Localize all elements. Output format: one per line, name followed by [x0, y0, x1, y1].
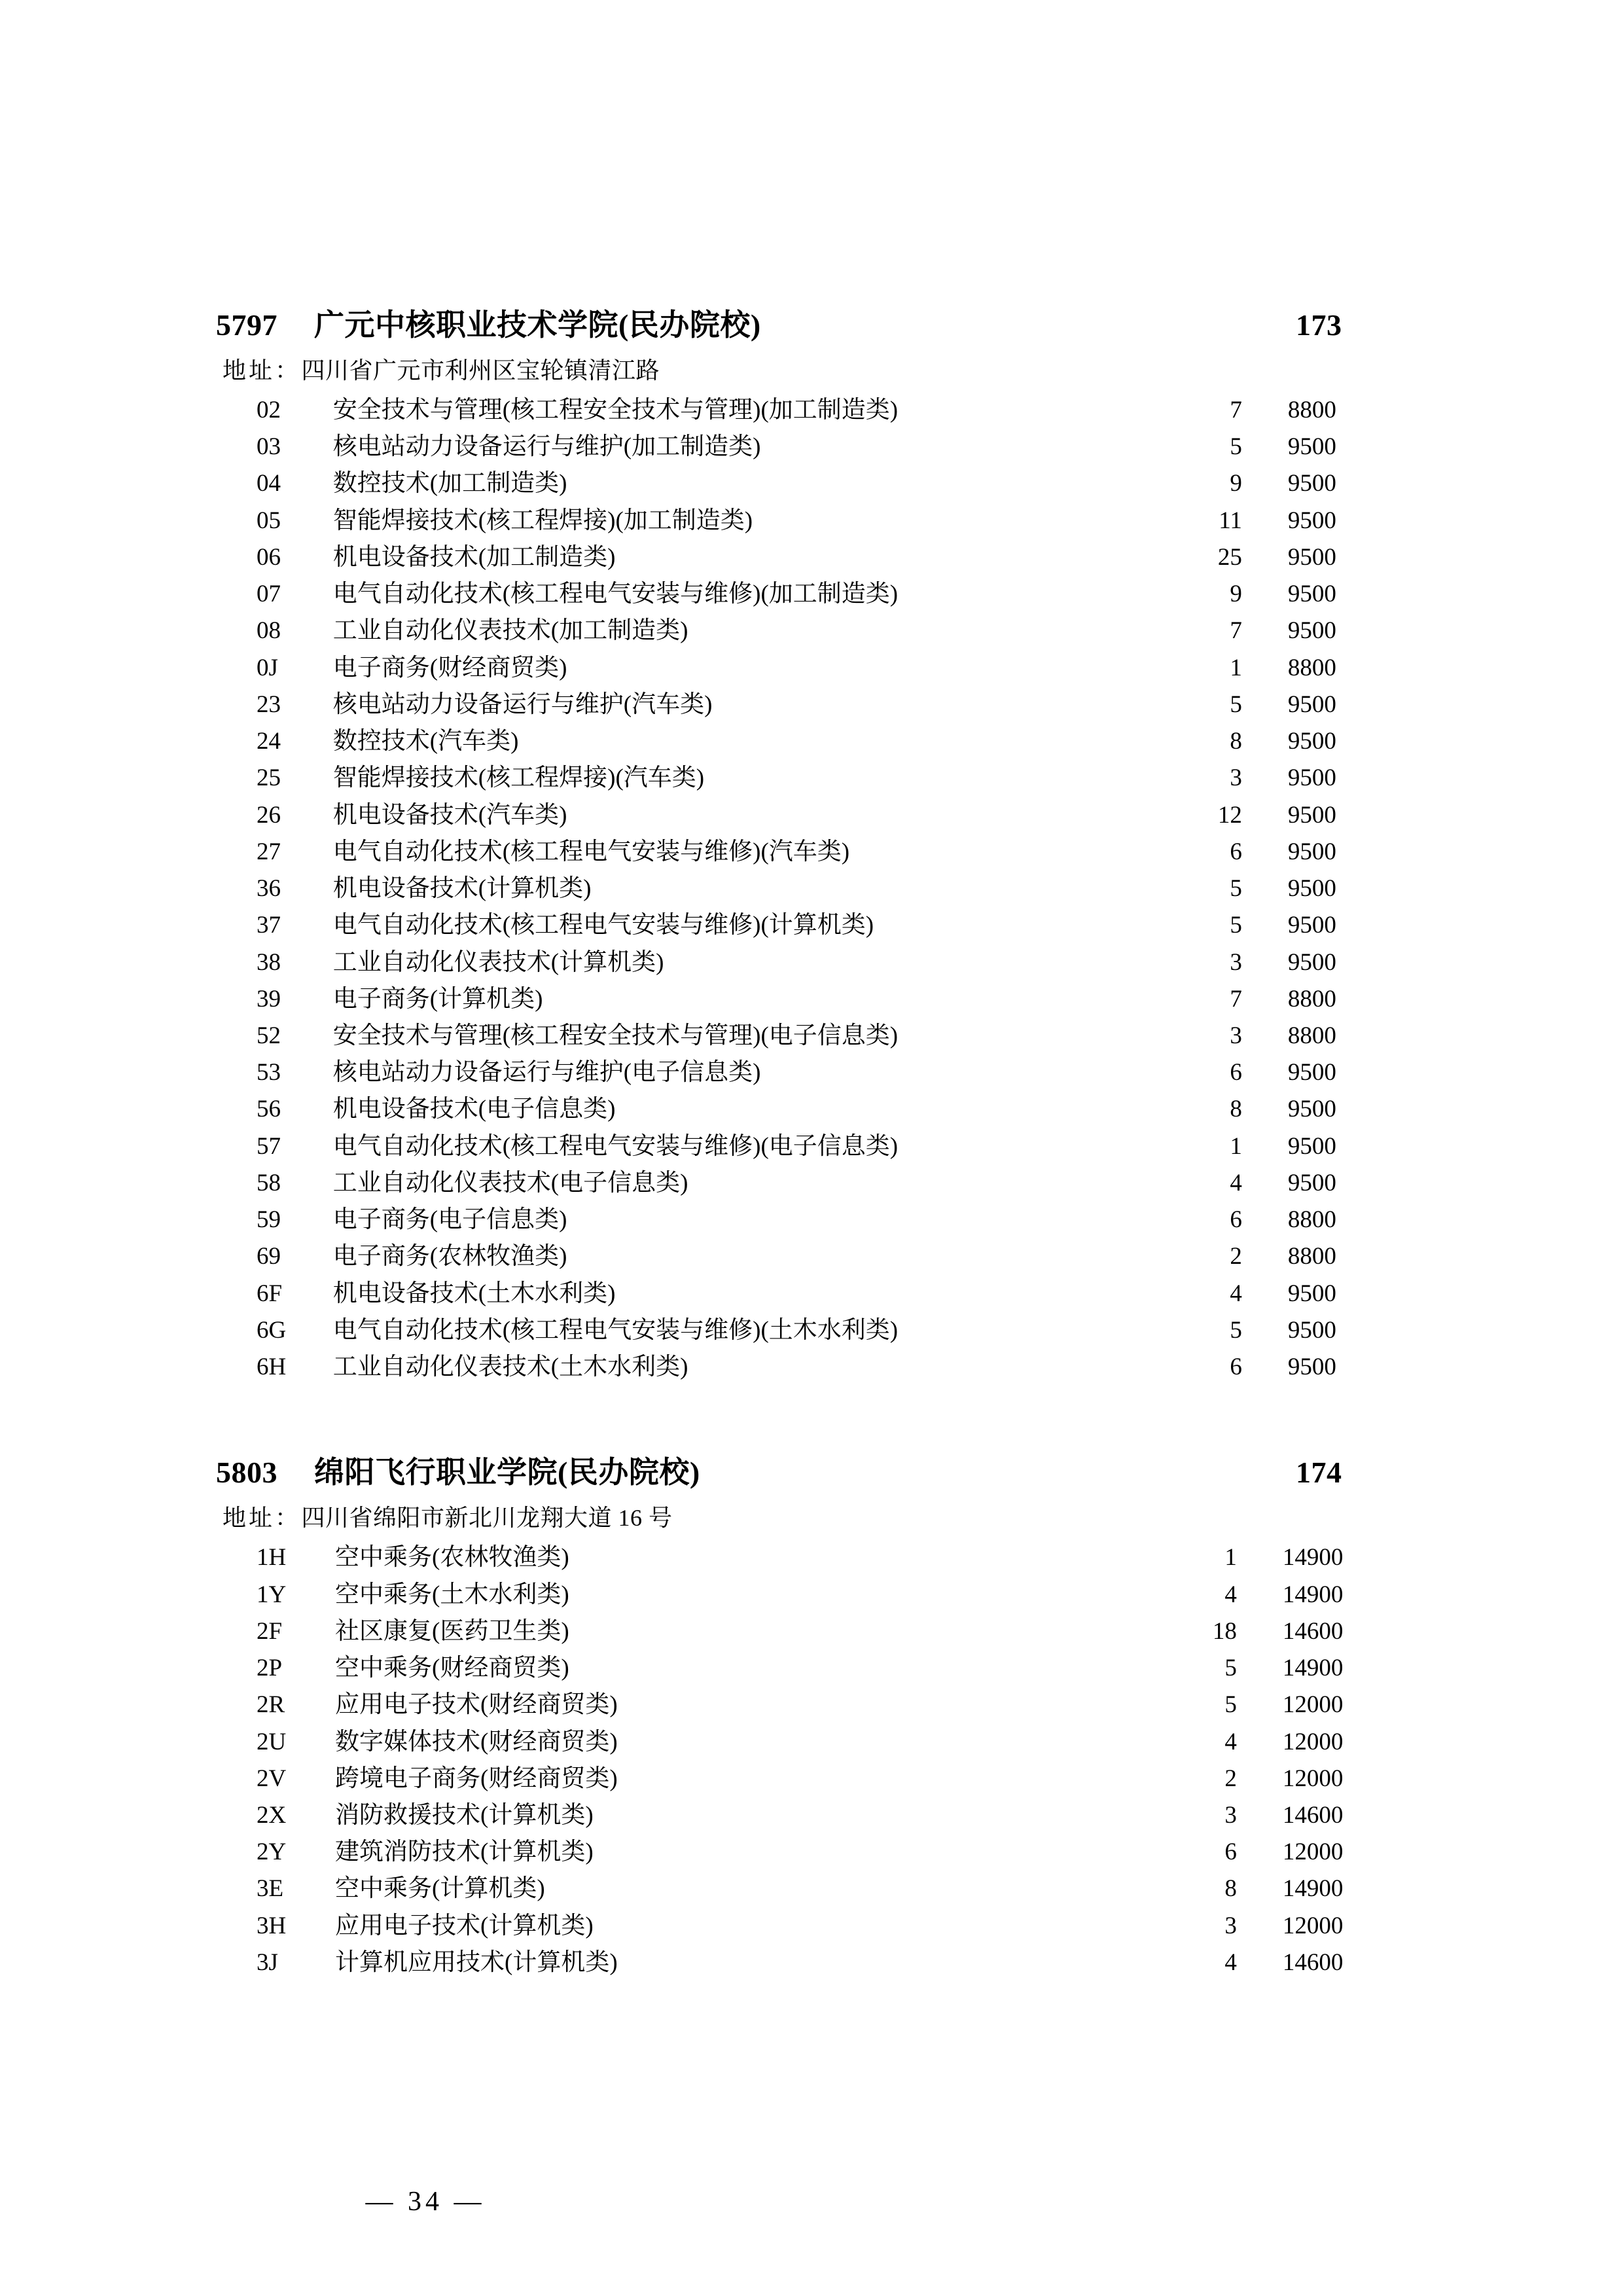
major-fee: 9500: [1287, 470, 1336, 497]
table-row: [216, 1945, 1407, 1981]
major-fee: 8800: [1287, 985, 1336, 1013]
major-plan: 6: [1224, 1839, 1237, 1866]
major-name: 电气自动化技术(核工程电气安装与维修)(加工制造类): [332, 581, 899, 608]
table-row: [216, 1238, 1407, 1275]
major-plan: 8: [1230, 1096, 1242, 1123]
table-row: [216, 1054, 1407, 1091]
table-row: [216, 907, 1407, 944]
major-fee: 12000: [1282, 1839, 1344, 1866]
major-fee: 14900: [1282, 1544, 1344, 1571]
page-number: [0, 2186, 1623, 2217]
school-name: 广元中核职业技术学院(民办院校): [314, 308, 761, 342]
major-code: 27: [257, 838, 281, 865]
major-name: 空中乘务(农林牧渔类): [335, 1544, 569, 1571]
table-row: [216, 1091, 1407, 1128]
major-fee: 12000: [1282, 1765, 1344, 1792]
major-code: 6H: [257, 1354, 287, 1381]
table-row: [216, 613, 1407, 649]
major-fee: 9500: [1287, 507, 1336, 534]
major-name: 应用电子技术(计算机类): [335, 1912, 594, 1939]
major-code: 3H: [257, 1912, 287, 1939]
major-code: 1H: [257, 1544, 287, 1571]
major-plan: 5: [1230, 1316, 1242, 1344]
major-code: 6G: [257, 1316, 287, 1344]
address-colon: ：: [275, 1505, 299, 1532]
major-fee: 9500: [1287, 1280, 1336, 1307]
major-code: 2Y: [257, 1839, 287, 1866]
major-fee: 14900: [1282, 1655, 1344, 1682]
major-code: 08: [257, 617, 281, 645]
table-row: [216, 1834, 1407, 1871]
major-fee: 9500: [1287, 912, 1336, 939]
major-name: 计算机应用技术(计算机类): [335, 1948, 618, 1976]
major-plan: 5: [1230, 691, 1242, 718]
major-plan: 12: [1217, 801, 1242, 829]
major-fee: 9500: [1287, 764, 1336, 792]
major-code: 2U: [257, 1728, 287, 1755]
table-row: [216, 503, 1407, 539]
school-address: [223, 352, 1427, 386]
table-row: [216, 1312, 1407, 1349]
school-header: [216, 1448, 1427, 1492]
major-fee: 14600: [1282, 1801, 1344, 1829]
major-table: [216, 392, 1407, 1386]
major-name: 跨境电子商务(财经商贸类): [335, 1765, 618, 1792]
major-name: 社区康复(医药卫生类): [335, 1617, 569, 1645]
major-fee: 8800: [1287, 1022, 1336, 1049]
major-plan: 1: [1230, 1132, 1242, 1160]
major-fee: 9500: [1287, 691, 1336, 718]
major-fee: 14600: [1282, 1617, 1344, 1645]
address-value: 四川省绵阳市新北川龙翔大道 16 号: [301, 1505, 673, 1532]
table-row: [216, 687, 1407, 723]
major-fee: 12000: [1282, 1912, 1344, 1939]
major-fee: 9500: [1287, 1169, 1336, 1196]
table-row: [216, 576, 1407, 613]
major-fee: 9500: [1287, 801, 1336, 829]
major-code: 58: [257, 1169, 281, 1196]
major-code: 25: [257, 764, 281, 792]
major-plan: 3: [1224, 1801, 1237, 1829]
major-name: 机电设备技术(计算机类): [332, 875, 592, 903]
major-code: 2V: [257, 1765, 287, 1792]
major-plan: 7: [1230, 617, 1242, 645]
major-fee: 8800: [1287, 1243, 1336, 1270]
major-fee: 9500: [1287, 1316, 1336, 1344]
major-name: 电子商务(农林牧渔类): [332, 1243, 567, 1270]
address-colon: ：: [275, 357, 299, 384]
major-name: 核电站动力设备运行与维护(汽车类): [332, 691, 713, 718]
major-code: 06: [257, 543, 281, 571]
major-plan: 2: [1230, 1243, 1242, 1270]
major-code: 03: [257, 433, 281, 461]
major-plan: 1: [1224, 1544, 1237, 1571]
table-row: [216, 981, 1407, 1018]
major-code: 24: [257, 728, 281, 755]
major-plan: 4: [1224, 1581, 1237, 1608]
major-plan: 5: [1224, 1655, 1237, 1682]
major-plan: 7: [1230, 397, 1242, 423]
major-fee: 9500: [1287, 1059, 1336, 1086]
major-plan: 8: [1230, 728, 1242, 755]
major-plan: 6: [1230, 1354, 1242, 1381]
school-address: [223, 1499, 1427, 1533]
major-fee: 9500: [1287, 581, 1336, 608]
major-fee: 14900: [1282, 1581, 1344, 1608]
school-sequence-number: 174: [1296, 1456, 1342, 1490]
major-fee: 8800: [1287, 1206, 1336, 1234]
page-number-text: — 34 —: [365, 2187, 486, 2217]
major-name: 电气自动化技术(核工程电气安装与维修)(计算机类): [332, 912, 874, 939]
major-code: 3E: [257, 1875, 284, 1903]
major-fee: 8800: [1287, 397, 1336, 423]
major-fee: 14900: [1282, 1875, 1344, 1903]
major-fee: 9500: [1287, 728, 1336, 755]
major-name: 智能焊接技术(核工程焊接)(汽车类): [332, 764, 705, 792]
major-code: 52: [257, 1022, 281, 1049]
table-row: [216, 1687, 1407, 1723]
major-plan: 3: [1230, 948, 1242, 976]
major-name: 安全技术与管理(核工程安全技术与管理)(加工制造类): [332, 397, 899, 423]
major-fee: 9500: [1287, 543, 1336, 571]
major-name: 安全技术与管理(核工程安全技术与管理)(电子信息类): [332, 1022, 899, 1049]
major-plan: 5: [1230, 912, 1242, 939]
major-fee: 9500: [1287, 838, 1336, 865]
major-fee: 9500: [1287, 1354, 1336, 1381]
major-plan: 4: [1230, 1280, 1242, 1307]
major-name: 工业自动化仪表技术(加工制造类): [332, 617, 688, 645]
table-row: [216, 944, 1407, 981]
major-plan: 4: [1230, 1169, 1242, 1196]
major-name: 电子商务(财经商贸类): [332, 654, 567, 681]
major-code: 04: [257, 470, 281, 497]
major-name: 智能焊接技术(核工程焊接)(加工制造类): [332, 507, 753, 534]
major-name: 机电设备技术(电子信息类): [332, 1096, 616, 1123]
major-name: 电气自动化技术(核工程电气安装与维修)(汽车类): [332, 838, 850, 865]
major-plan: 6: [1230, 1059, 1242, 1086]
major-code: 2F: [257, 1617, 283, 1645]
major-plan: 9: [1230, 581, 1242, 608]
table-row: [216, 797, 1407, 834]
school-block: [216, 301, 1427, 1386]
school-sequence-number: 173: [1296, 308, 1342, 342]
table-row: [216, 650, 1407, 687]
table-row: [216, 1128, 1407, 1165]
table-row: [216, 1577, 1407, 1613]
major-name: 空中乘务(计算机类): [335, 1875, 545, 1903]
major-name: 电子商务(电子信息类): [332, 1206, 567, 1234]
school-block: [216, 1448, 1427, 1981]
major-code: 2R: [257, 1691, 285, 1719]
major-name: 机电设备技术(汽车类): [332, 801, 567, 829]
table-row: [216, 1871, 1407, 1907]
table-row: [216, 1018, 1407, 1054]
major-plan: 2: [1224, 1765, 1237, 1792]
table-row: [216, 834, 1407, 870]
table-row: [216, 870, 1407, 907]
major-fee: 12000: [1282, 1691, 1344, 1719]
major-name: 数控技术(加工制造类): [332, 470, 567, 497]
major-name: 电子商务(计算机类): [332, 985, 543, 1013]
table-row: [216, 1761, 1407, 1797]
major-name: 机电设备技术(加工制造类): [332, 543, 616, 571]
major-code: 1Y: [257, 1581, 287, 1608]
section-gap: [216, 1386, 1427, 1448]
major-plan: 9: [1230, 470, 1242, 497]
major-name: 工业自动化仪表技术(电子信息类): [332, 1169, 688, 1196]
school-header: [216, 301, 1427, 344]
major-code: 69: [257, 1243, 281, 1270]
address-label: 地址: [223, 357, 276, 384]
major-plan: 3: [1224, 1912, 1237, 1939]
major-fee: 9500: [1287, 875, 1336, 903]
major-plan: 4: [1224, 1948, 1237, 1976]
major-name: 数字媒体技术(财经商贸类): [335, 1728, 618, 1755]
major-code: 0J: [257, 654, 278, 681]
major-name: 消防救援技术(计算机类): [335, 1801, 594, 1829]
table-row: [216, 1613, 1407, 1650]
major-fee: 14600: [1282, 1948, 1344, 1976]
major-name: 核电站动力设备运行与维护(加工制造类): [332, 433, 761, 461]
major-plan: 6: [1230, 1206, 1242, 1234]
major-plan: 3: [1230, 764, 1242, 792]
major-plan: 5: [1230, 433, 1242, 461]
major-name: 空中乘务(财经商贸类): [335, 1655, 569, 1682]
major-plan: 4: [1224, 1728, 1237, 1755]
table-row: [216, 1539, 1407, 1576]
major-plan: 25: [1217, 543, 1242, 571]
major-code: 26: [257, 801, 281, 829]
table-row: [216, 1908, 1407, 1945]
major-code: 53: [257, 1059, 281, 1086]
major-plan: 8: [1224, 1875, 1237, 1903]
school-code: 5797: [216, 308, 277, 342]
major-code: 07: [257, 581, 281, 608]
address-value: 四川省广元市利州区宝轮镇清江路: [301, 357, 660, 384]
major-code: 23: [257, 691, 281, 718]
major-plan: 3: [1230, 1022, 1242, 1049]
major-plan: 1: [1230, 654, 1242, 681]
major-name: 电气自动化技术(核工程电气安装与维修)(土木水利类): [332, 1316, 899, 1344]
table-row: [216, 429, 1407, 465]
major-name: 工业自动化仪表技术(计算机类): [332, 948, 664, 976]
table-row: [216, 1349, 1407, 1386]
major-plan: 11: [1219, 507, 1242, 534]
major-code: 37: [257, 912, 281, 939]
table-row: [216, 723, 1407, 760]
major-fee: 9500: [1287, 948, 1336, 976]
major-name: 电气自动化技术(核工程电气安装与维修)(电子信息类): [332, 1132, 899, 1160]
major-code: 02: [257, 397, 281, 423]
major-fee: 9500: [1287, 1096, 1336, 1123]
major-code: 3J: [257, 1948, 278, 1976]
table-row: [216, 760, 1407, 797]
major-fee: 8800: [1287, 654, 1336, 681]
major-plan: 6: [1230, 838, 1242, 865]
major-code: 2X: [257, 1801, 287, 1829]
major-code: 57: [257, 1132, 281, 1160]
major-name: 建筑消防技术(计算机类): [335, 1839, 594, 1866]
table-row: [216, 1276, 1407, 1312]
table-row: [216, 1202, 1407, 1238]
major-plan: 5: [1230, 875, 1242, 903]
table-row: [216, 392, 1407, 429]
major-fee: 9500: [1287, 1132, 1336, 1160]
major-fee: 9500: [1287, 617, 1336, 645]
major-fee: 9500: [1287, 433, 1336, 461]
school-code: 5803: [216, 1456, 277, 1490]
table-row: [216, 539, 1407, 576]
major-code: 2P: [257, 1655, 283, 1682]
school-name: 绵阳飞行职业学院(民办院校): [314, 1456, 700, 1490]
major-name: 数控技术(汽车类): [332, 728, 519, 755]
major-fee: 12000: [1282, 1728, 1344, 1755]
major-code: 38: [257, 948, 281, 976]
major-code: 6F: [257, 1280, 283, 1307]
major-name: 工业自动化仪表技术(土木水利类): [332, 1354, 688, 1381]
address-label: 地址: [223, 1505, 276, 1532]
table-row: [216, 1724, 1407, 1761]
major-code: 05: [257, 507, 281, 534]
major-plan: 5: [1224, 1691, 1237, 1719]
major-code: 39: [257, 985, 281, 1013]
major-plan: 18: [1212, 1617, 1237, 1645]
table-row: [216, 1797, 1407, 1834]
major-plan: 7: [1230, 985, 1242, 1013]
table-row: [216, 465, 1407, 502]
major-name: 核电站动力设备运行与维护(电子信息类): [332, 1059, 761, 1086]
major-name: 应用电子技术(财经商贸类): [335, 1691, 618, 1719]
major-code: 56: [257, 1096, 281, 1123]
table-row: [216, 1650, 1407, 1687]
major-code: 59: [257, 1206, 281, 1234]
major-name: 空中乘务(土木水利类): [335, 1581, 569, 1608]
major-code: 36: [257, 875, 281, 903]
major-name: 机电设备技术(土木水利类): [332, 1280, 616, 1307]
table-row: [216, 1165, 1407, 1202]
major-table: [216, 1539, 1407, 1981]
